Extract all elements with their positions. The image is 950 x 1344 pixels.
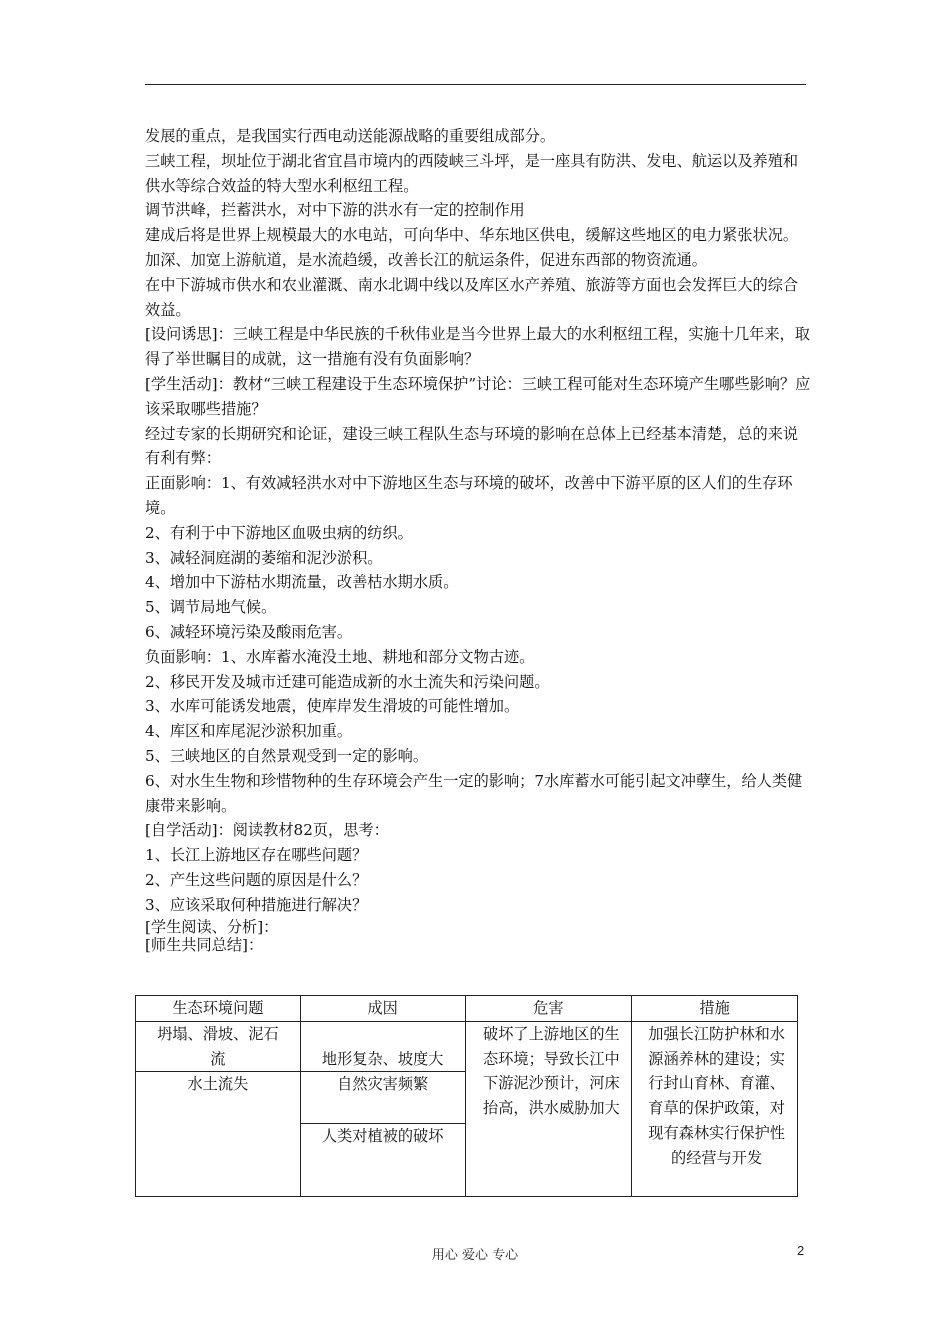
table-cell-cause: 自然灾害频繁	[300, 1072, 465, 1123]
table-cell-problem: 坍塌、滑坡、泥石流	[136, 1021, 301, 1072]
table-header-row	[136, 996, 798, 1022]
table-cell-measure: 加强长江防护林和水源涵养林的建设；实行封山育林、育灌、育草的保护政策，对现有森林实行保护性的经营与开发	[632, 1021, 798, 1197]
list-item: 4、增加中下游枯水期流量，改善枯水期水质。	[145, 573, 459, 592]
table-header: 成因	[300, 996, 465, 1022]
paragraph: 三峡工程，坝址位于湖北省宜昌市境内的西陵峡三斗坪，是一座具有防洪、发电、航运以及养殖和供水等综合效益的特大型水利枢纽工程。	[145, 151, 799, 195]
paragraph: 经过专家的长期研究和论证，建设三峡工程队生态与环境的影响在总体上已经基本清楚，总的来说有利有弊：	[145, 424, 799, 468]
list-item: 3、应该采取何种措施进行解决？	[145, 895, 368, 914]
table-header: 生态环境问题	[136, 996, 301, 1022]
table-cell-cause: 人类对植被的破坏	[300, 1123, 465, 1197]
paragraph: 在中下游城市供水和农业灌溉、南水北调中线以及库区水产养殖、旅游等方面也会发挥巨大的综合效益。	[145, 275, 799, 319]
table-cell-harm: 破坏了上游地区的生态环境；导致长江中下游泥沙预计，河床抬高，洪水威胁加大	[465, 1021, 632, 1197]
list-item: 1、长江上游地区存在哪些问题？	[145, 846, 368, 865]
summary-table	[135, 995, 798, 1197]
paragraph: 发展的重点，是我国实行西电动送能源战略的重要组成部分。	[145, 127, 556, 145]
list-item: 6、减轻环境污染及酸雨危害。	[145, 622, 353, 641]
table-intro: [师生共同总结]：	[145, 935, 264, 954]
list-item: 5、调节局地气候。	[145, 598, 277, 617]
paragraph: 正面影响：1、有效减轻洪水对中下游地区生态与环境的破坏，改善中下游平原的区人们的生存环境。	[145, 474, 793, 517]
page-number: 2	[797, 1243, 805, 1258]
list-item: 3、水库可能诱发地震，使库岸发生滑坡的可能性增加。	[145, 697, 520, 716]
list-item: 5、三峡地区的自然景观受到一定的影响。	[145, 746, 429, 765]
paragraph: 负面影响：1、水库蓄水淹没土地、耕地和部分文物古迹。	[145, 647, 535, 666]
list-item: 3、减轻洞庭湖的萎缩和泥沙淤积。	[145, 548, 383, 567]
table-cell-cause: 地形复杂、坡度大	[300, 1021, 465, 1072]
list-item: 6、对水生生物和珍惜物种的生存环境会产生一定的影响；7水库蓄水可能引起文冲孽生，给人类健康带来影响。	[145, 771, 803, 815]
list-item: 2、产生这些问题的原因是什么？	[145, 870, 368, 889]
header-rule	[145, 84, 806, 85]
list-item: 2、有利于中下游地区血吸虫病的纺织。	[145, 523, 413, 542]
list-item: 4、库区和库尾泥沙淤积加重。	[145, 722, 353, 741]
list-item: 2、移民开发及城市迁建可能造成新的水土流失和污染问题。	[145, 672, 550, 691]
paragraph: [设问诱思]：三峡工程是中华民族的千秋伟业是当今世界上最大的水利枢纽工程，实施十几年来，取得了举世瞩目的成就，这一措施有没有负面影响？	[145, 325, 810, 369]
paragraph: [学生活动]：教材“三峡工程建设于生态环境保护”讨论：三峡工程可能对生态环境产生哪些影响？应该采取哪些措施？	[145, 374, 811, 418]
table-header: 措施	[632, 996, 798, 1022]
table-row	[136, 1021, 798, 1072]
paragraph: [自学活动]：阅读教材82页，思考：	[145, 821, 389, 840]
table-cell-problem: 水土流失	[136, 1072, 301, 1197]
footer-slogan: 用心 爱心 专心	[431, 1248, 519, 1263]
paragraph: 调节洪峰，拦蓄洪水，对中下游的洪水有一定的控制作用	[145, 201, 525, 220]
paragraph: 建成后将是世界上规模最大的水电站，可向华中、华东地区供电，缓解这些地区的电力紧张状况。	[145, 226, 799, 245]
table-header: 危害	[465, 996, 632, 1022]
paragraph: 加深、加宽上游航道，是水流趋缓，改善长江的航运条件，促进东西部的物资流通。	[145, 250, 707, 269]
document-body	[145, 124, 811, 954]
paragraph: [学生阅读、分析]：	[145, 917, 279, 936]
